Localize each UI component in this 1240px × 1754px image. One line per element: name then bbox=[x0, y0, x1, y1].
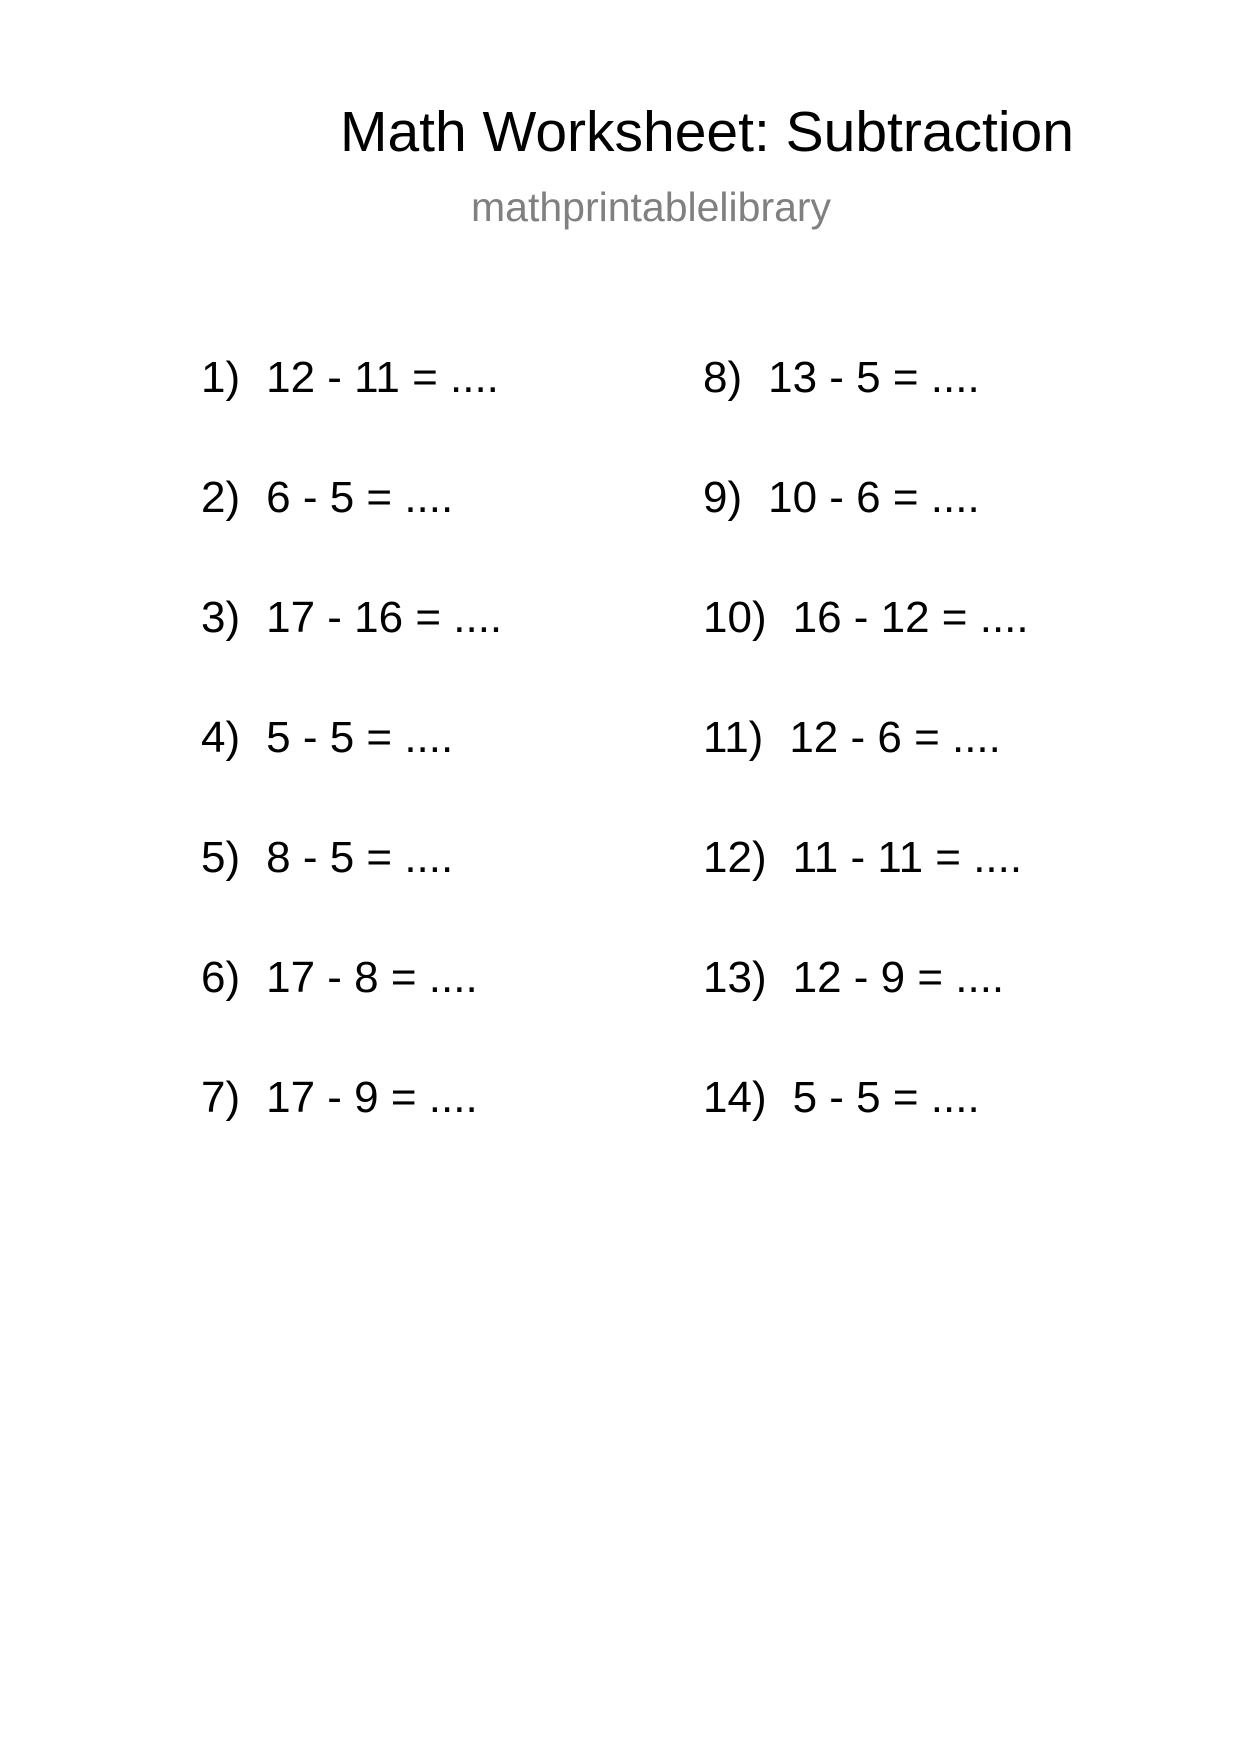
problem-column-right bbox=[703, 352, 1029, 1192]
problem-item bbox=[703, 952, 1029, 1072]
problem-item bbox=[703, 1072, 1029, 1192]
problem-number: 13) bbox=[703, 953, 767, 1002]
problem-number: 9) bbox=[703, 473, 743, 522]
problem-number: 4) bbox=[201, 713, 241, 762]
problem-item bbox=[201, 472, 502, 592]
problem-expression: 5 - 5 = .... bbox=[266, 713, 454, 762]
problem-number: 14) bbox=[703, 1073, 767, 1122]
problem-item bbox=[703, 472, 1029, 592]
problem-expression: 17 - 16 = .... bbox=[266, 593, 503, 642]
problem-item bbox=[201, 352, 502, 472]
problem-item bbox=[703, 592, 1029, 712]
problem-number: 3) bbox=[201, 593, 241, 642]
problem-number: 12) bbox=[703, 833, 767, 882]
problem-expression: 6 - 5 = .... bbox=[266, 473, 454, 522]
problem-item bbox=[703, 352, 1029, 472]
problem-expression: 11 - 11 = .... bbox=[792, 833, 1023, 882]
problem-number: 2) bbox=[201, 473, 241, 522]
problem-item bbox=[201, 832, 502, 952]
problem-number: 6) bbox=[201, 953, 241, 1002]
problem-item bbox=[201, 1072, 502, 1192]
problem-expression: 12 - 9 = .... bbox=[792, 953, 1005, 1002]
problem-number: 8) bbox=[703, 353, 743, 402]
problem-expression: 8 - 5 = .... bbox=[266, 833, 454, 882]
problem-number: 5) bbox=[201, 833, 241, 882]
problem-item bbox=[703, 832, 1029, 952]
problem-expression: 12 - 11 = .... bbox=[266, 353, 499, 402]
problem-expression: 12 - 6 = .... bbox=[789, 713, 1001, 762]
problem-column-left bbox=[201, 352, 502, 1192]
problem-expression: 17 - 8 = .... bbox=[266, 953, 478, 1002]
problem-item bbox=[201, 952, 502, 1072]
problem-item bbox=[703, 712, 1029, 832]
problem-expression: 16 - 12 = .... bbox=[792, 593, 1029, 642]
problem-item bbox=[201, 592, 502, 712]
problem-expression: 17 - 9 = .... bbox=[266, 1073, 478, 1122]
problem-expression: 10 - 6 = .... bbox=[768, 473, 980, 522]
problem-number: 11) bbox=[703, 713, 764, 762]
problem-number: 1) bbox=[201, 353, 241, 402]
problem-expression: 13 - 5 = .... bbox=[768, 353, 980, 402]
worksheet-source: mathprintablelibrary bbox=[471, 184, 832, 230]
problem-expression: 5 - 5 = .... bbox=[792, 1073, 980, 1122]
worksheet-title: Math Worksheet: Subtraction bbox=[340, 100, 1074, 164]
problem-item bbox=[201, 712, 502, 832]
problem-number: 10) bbox=[703, 593, 767, 642]
problem-number: 7) bbox=[201, 1073, 241, 1122]
